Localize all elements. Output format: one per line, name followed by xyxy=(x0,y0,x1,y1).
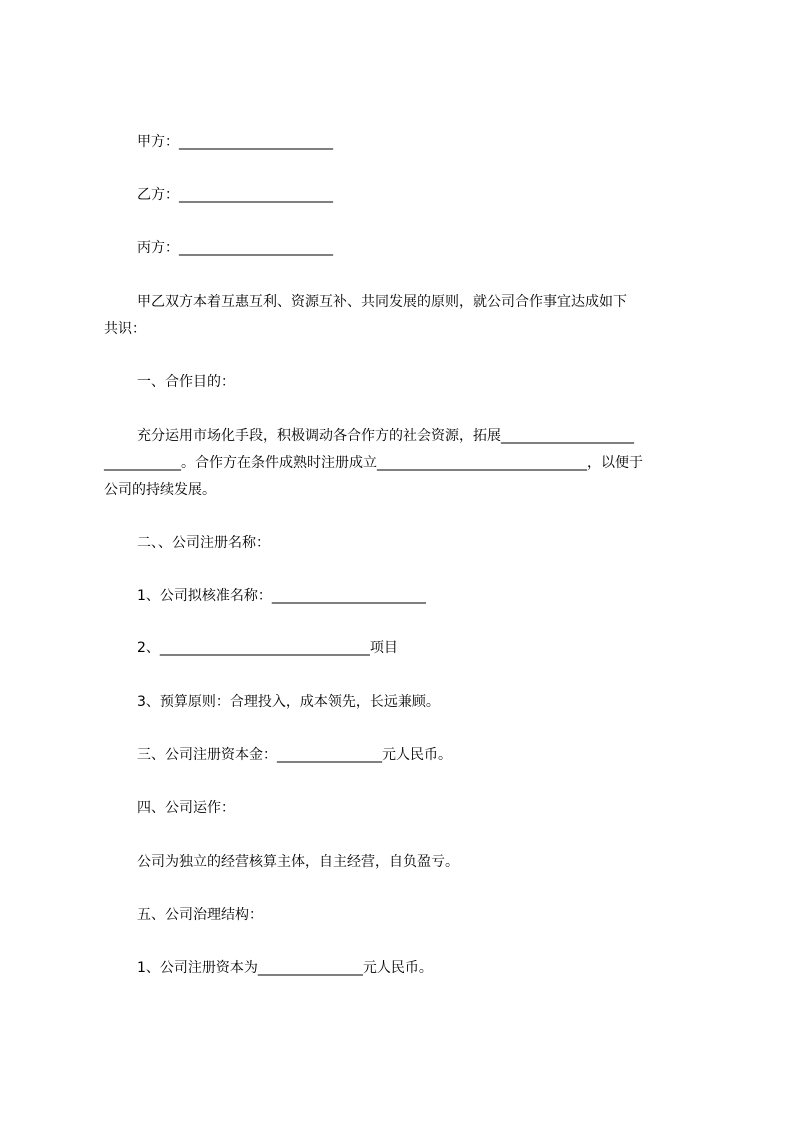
section-2-item-3: 3、预算原则：合理投入，成本领先，长远兼顾。 xyxy=(137,694,440,710)
party-c-line: 丙方：______________________ xyxy=(137,240,333,256)
intro-paragraph-line-1: 甲乙双方本着互惠互利、资源互补、共同发展的原则，就公司合作事宜达成如下 xyxy=(137,294,627,310)
section-2-title: 二、、公司注册名称： xyxy=(137,535,270,551)
section-1-paragraph-line-2: ___________。合作方在条件成熟时注册成立______________________________，以便于 xyxy=(104,455,643,471)
section-2-item-2: 2、______________________________项目 xyxy=(137,640,398,656)
section-1-paragraph-line-3: 公司的持续发展。 xyxy=(104,482,216,498)
party-a-line: 甲方：______________________ xyxy=(137,134,333,150)
section-4-text: 公司为独立的经营核算主体，自主经营，自负盈亏。 xyxy=(137,854,459,870)
section-2-item-1: 1、公司拟核准名称：______________________ xyxy=(137,588,426,604)
section-3-title: 三、公司注册资本金：_______________元人民币。 xyxy=(137,747,452,763)
section-1-paragraph-line-1: 充分运用市场化手段，积极调动各合作方的社会资源，拓展___________________ xyxy=(137,428,634,444)
party-b-line: 乙方：______________________ xyxy=(137,187,333,203)
intro-paragraph-line-2: 共识： xyxy=(104,321,146,337)
section-5-title: 五、公司治理结构： xyxy=(137,907,263,923)
section-5-item-1: 1、公司注册资本为_______________元人民币。 xyxy=(137,960,433,976)
section-4-title: 四、公司运作： xyxy=(137,800,235,816)
section-1-title: 一、合作目的： xyxy=(137,374,235,390)
